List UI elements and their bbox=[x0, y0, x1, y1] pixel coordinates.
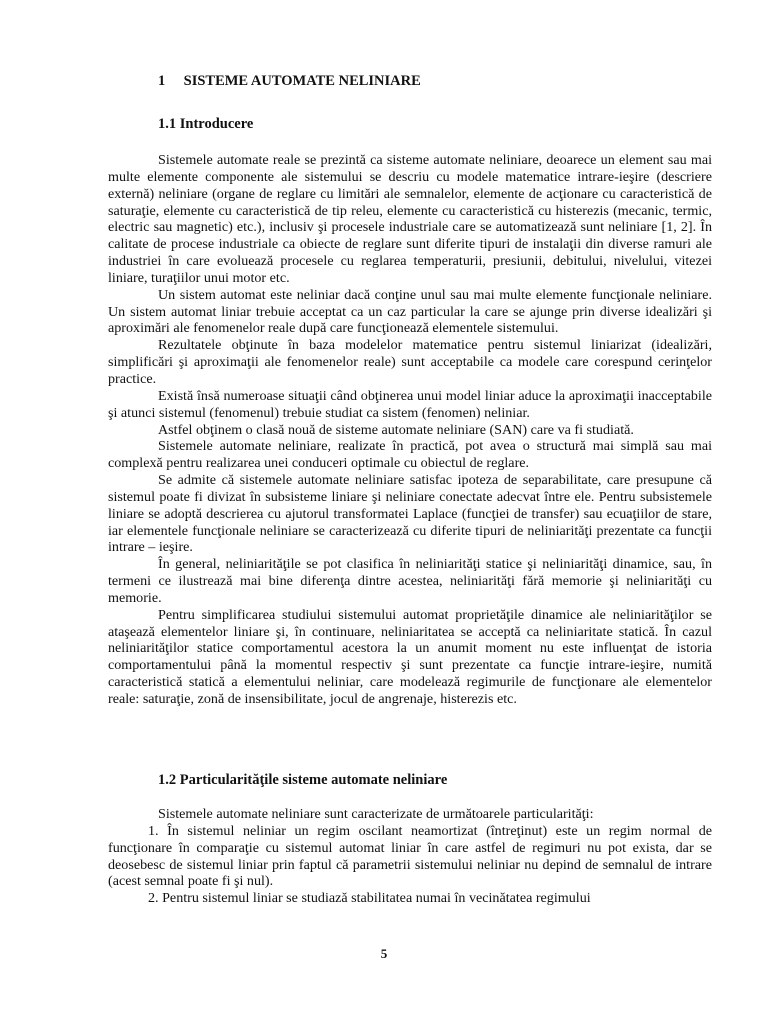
paragraph: Sistemele automate neliniare sunt caracterizate de următoarele particularităţi: bbox=[158, 806, 594, 822]
section-heading-particularitati: 1.2 Particularităţile sisteme automate neliniare bbox=[158, 772, 448, 788]
list-item: 1. În sistemul neliniar un regim oscilant neamortizat (întreţinut) este un regim normal de funcţionare în comparaţie cu sistemul automat liniar în care astfel de regimuri nu pot exista, dar se deosebesc de sistemul liniar prin faptul că parametrii sistemului neliniar nu depind de semnalul de intrare (acest semnal poate fi şi nul). bbox=[108, 822, 712, 890]
paragraph: Sistemele automate reale se prezintă ca sisteme automate neliniare, deoarece un element sau mai multe elemente componente ale sistemului se descriu cu modele matematice intrare-ieşire (descriere externă) neliniare (organe de reglare cu limitări ale semnalelor, elemente de acţionare cu caracteristică de saturaţie, elemente cu caracteristică de tip releu, elemente cu caracteristică cu histerezis (mecanic, termic, electric sau magnetic) etc.), inclusiv şi procesele industriale care se automatizează sunt neliniare [1, 2]. În calitate de procese industriale ca obiecte de reglare sunt diferite tipuri de instalaţii din diverse ramuri ale industriei în care evoluează procesele cu reglarea temperaturii, presiunii, debitului, nivelului, vitezei liniare, turaţiilor unui motor etc. bbox=[108, 152, 712, 286]
section-body-introducere bbox=[108, 152, 712, 708]
section-heading-introducere: 1.1 Introducere bbox=[158, 116, 254, 132]
section-body-particularitati bbox=[108, 806, 712, 907]
chapter-number: 1 bbox=[158, 73, 166, 89]
chapter-title: SISTEME AUTOMATE NELINIARE bbox=[183, 73, 421, 89]
paragraph: Rezultatele obţinute în baza modelelor matematice pentru sistemul liniarizat (idealizări, simplificări şi aproximaţii ale fenomenelor reale) sunt acceptabile ca modele care corespund cerinţelor practice. bbox=[108, 337, 712, 387]
list-item: 2. Pentru sistemul liniar se studiază stabilitatea numai în vecinătatea regimului bbox=[148, 890, 591, 907]
page-number: 5 bbox=[380, 946, 388, 961]
chapter-heading bbox=[158, 73, 421, 90]
paragraph: În general, neliniarităţile se pot clasifica în neliniarităţi statice şi neliniarităţi dinamice, sau, în termeni ce ilustrează mai bine diferenţa dintre acestea, neliniarităţi fără memorie şi neliniarităţi cu memorie. bbox=[108, 556, 712, 606]
paragraph: Există însă numeroase situaţii când obţinerea unui model liniar aduce la aproximaţii inacceptabile şi atunci sistemul (fenomenul) trebuie studiat ca sistem (fenomen) neliniar. bbox=[108, 387, 712, 421]
paragraph: Astfel obţinem o clasă nouă de sisteme automate neliniare (SAN) care va fi studiată. bbox=[158, 421, 634, 438]
paragraph: Se admite că sistemele automate neliniare satisfac ipoteza de separabilitate, care presupune că sistemul poate fi divizat în subsisteme liniare şi neliniare conectate adecvat între ele. Pentru subsistemele liniare se adoptă descrierea cu ajutorul transformatei Laplace (funcţiei de transfer) sau ecuaţiilor de stare, iar elementele funcţionale neliniare se caracterizează cu diferite tipuri de neliniarităţi prezentate ca funcţii intrare – ieşire. bbox=[108, 472, 712, 556]
paragraph: Sistemele automate neliniare, realizate în practică, pot avea o structură mai simplă sau mai complexă pentru realizarea unei conduceri optimale cu obiectul de reglare. bbox=[108, 438, 712, 472]
paragraph: Pentru simplificarea studiului sistemului automat proprietăţile dinamice ale neliniarităţilor se ataşează elementelor liniare şi, în continuare, neliniaritatea se acceptă ca neliniaritate statică. În cazul neliniarităţilor statice comportamentul acestora la un anumit moment nu este influenţat de istoria comportamentului până la momentul respectiv şi sunt prezentate ca funcţie intrare-ieşire, numită caracteristică statică a elementului neliniar, care modelează regimurile de funcţionare ale elementelor reale: saturaţie, zonă de insensibilitate, jocul de angrenaje, histerezis etc. bbox=[108, 606, 712, 707]
paragraph: Un sistem automat este neliniar dacă conţine unul sau mai multe elemente funcţionale neliniare. Un sistem automat liniar trebuie acceptat ca un caz particular la care se ajunge prin diverse idealizări şi aproximări ale fenomenelor reale după care funcţionează elementele sistemului. bbox=[108, 286, 712, 337]
